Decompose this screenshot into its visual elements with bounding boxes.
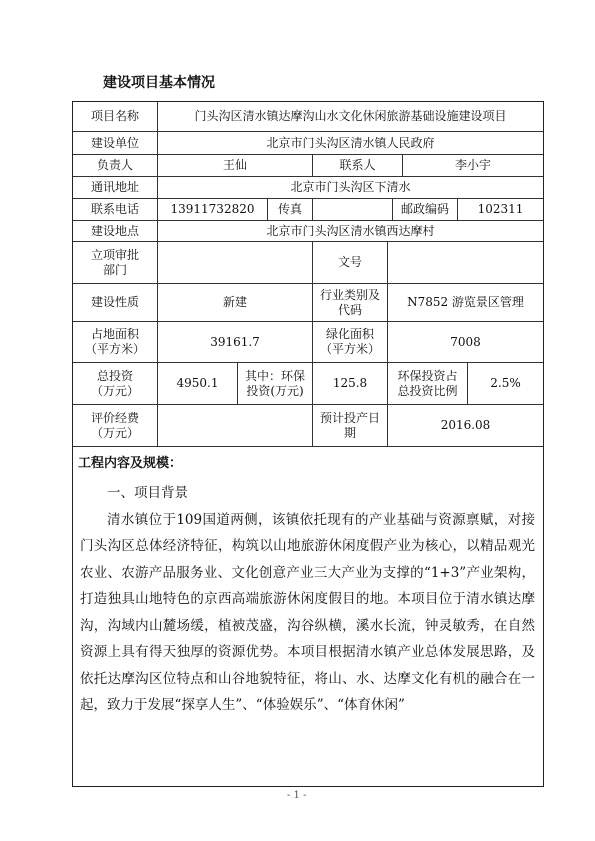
eval-fee-value [158, 405, 313, 447]
responsible-value: 王仙 [158, 155, 313, 177]
postcode-value: 102311 [458, 199, 543, 221]
nature-value: 新建 [158, 284, 313, 322]
project-name-label: 项目名称 [73, 102, 158, 132]
address-label: 通讯地址 [73, 177, 158, 199]
doc-no-label: 文号 [313, 242, 388, 284]
section-title: 建设项目基本情况 [103, 75, 215, 91]
start-date-value: 2016.08 [388, 405, 543, 447]
postcode-label: 邮政编码 [393, 199, 458, 221]
approval-dept-value [158, 242, 313, 284]
content-heading: 工程内容及规模： [78, 456, 183, 471]
env-invest-value: 125.8 [313, 363, 388, 405]
builder-value: 北京市门头沟区清水镇人民政府 [158, 132, 543, 155]
contact-value: 李小宇 [403, 155, 543, 177]
fax-label: 传真 [268, 199, 313, 221]
nature-label: 建设性质 [73, 284, 158, 322]
site-value: 北京市门头沟区清水镇西达摩村 [158, 221, 543, 242]
content-body [80, 480, 535, 719]
invest-value: 4950.1 [158, 363, 238, 405]
address-value: 北京市门头沟区下清水 [158, 177, 543, 199]
background-paragraph: 清水镇位于109国道两侧，该镇依托现有的产业基础与资源禀赋，对接门头沟区总体经济特征，构筑以山地旅游休闲度假产业为核心，以精品观光农业、农游产品服务业、文化创意产业三大产业为支撑的“1+3”产业架构，打造独具山地特色的京西高端旅游休闲度假目的地。本项目位于清水镇达摩沟，沟域内山麓场缓，植被茂盛，沟谷纵横，溪水长流，钟灵敏秀，在自然资源上具有得天独厚的资源优势。本项目根据清水镇产业总体发展思路，及依托达摩沟区位特点和山谷地貌特征，将山、水、达摩文化有机的融合在一起，致力于发展“探享人生”、“体验娱乐”、“体育休闲” [80, 511, 535, 713]
site-label: 建设地点 [73, 221, 158, 242]
eval-fee-label: 评价经费（万元） [73, 405, 158, 447]
contact-label: 联系人 [313, 155, 403, 177]
industry-value: N7852 游览景区管理 [388, 284, 543, 322]
green-label: 绿化面积（平方米） [313, 322, 388, 363]
env-ratio-value: 2.5% [468, 363, 543, 405]
phone-label: 联系电话 [73, 199, 158, 221]
industry-label: 行业类别及代码 [313, 284, 388, 322]
responsible-label: 负责人 [73, 155, 158, 177]
project-name-value: 门头沟区清水镇达摩沟山水文化休闲旅游基础设施建设项目 [158, 102, 543, 132]
sub-heading: 一、项目背景 [107, 485, 188, 501]
env-invest-label: 其中：环保投资(万元) [238, 363, 313, 405]
env-ratio-label: 环保投资占总投资比例 [388, 363, 468, 405]
fax-value [313, 199, 393, 221]
green-value: 7008 [388, 322, 543, 363]
page-number: - 1 - [287, 790, 307, 801]
approval-dept-label: 立项审批部门 [73, 242, 158, 284]
phone-value: 13911732820 [158, 199, 268, 221]
start-date-label: 预计投产日期 [313, 405, 388, 447]
area-label: 占地面积（平方米） [73, 322, 158, 363]
invest-label: 总投资（万元） [73, 363, 158, 405]
area-value: 39161.7 [158, 322, 313, 363]
doc-no-value [388, 242, 543, 284]
builder-label: 建设单位 [73, 132, 158, 155]
